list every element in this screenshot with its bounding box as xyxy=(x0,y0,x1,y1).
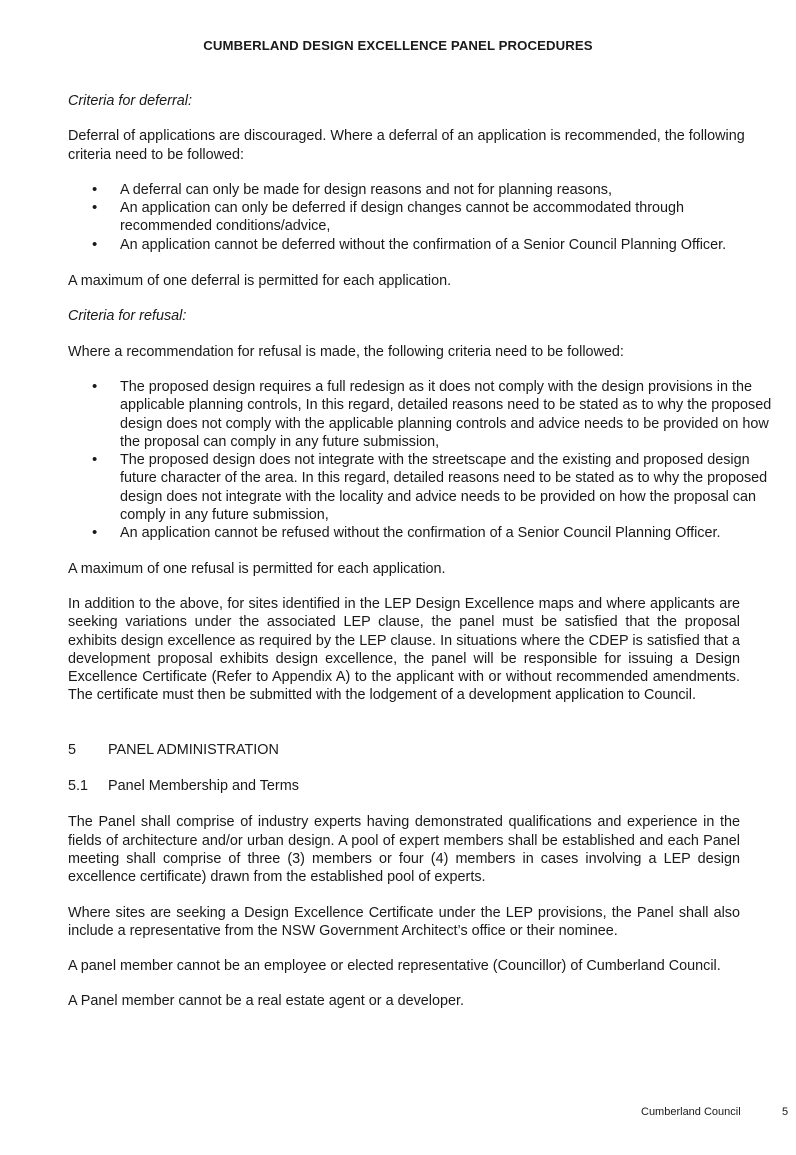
list-item: • An application can only be deferred if design changes cannot be accommodated through recommended conditions/advice, xyxy=(68,199,740,236)
page-number: 5 xyxy=(782,1106,789,1118)
section-5-1-heading xyxy=(68,777,790,795)
deferral-heading: Criteria for deferral: xyxy=(68,93,192,109)
document-body xyxy=(68,92,790,1011)
section-number: 5 xyxy=(68,741,77,758)
subsection-number: 5.1 xyxy=(68,778,89,795)
page-header-title: CUMBERLAND DESIGN EXCELLENCE PANEL PROCEDURES xyxy=(203,38,593,53)
list-item: • An application cannot be refused without the confirmation of a Senior Council Planning Officer. xyxy=(68,524,790,542)
refusal-intro: Where a recommendation for refusal is made, the following criteria need to be followed: xyxy=(68,343,624,360)
subsection-title: Panel Membership and Terms xyxy=(108,778,299,795)
refusal-criteria-list xyxy=(68,378,790,543)
list-item: • A deferral can only be made for design reasons and not for planning reasons, xyxy=(68,181,790,199)
employee-restriction-paragraph: A panel member cannot be an employee or elected representative (Councillor) of Cumberland Council. xyxy=(68,958,721,975)
list-item: • The proposed design requires a full redesign as it does not comply with the design provisions in the applicable planning controls, In this regard, detailed reasons need to be stated as to why the proposed design does not comply with the applicable planning controls and advice needs to be provided on how the proposal can comply in any future submission, xyxy=(68,378,790,451)
refusal-max: A maximum of one refusal is permitted for each application. xyxy=(68,560,446,577)
refusal-heading: Criteria for refusal: xyxy=(68,308,187,325)
deferral-max: A maximum of one deferral is permitted for each application. xyxy=(68,273,452,290)
list-item: • The proposed design does not integrate with the streetscape and the existing and proposed design future character of the area. In this regard, detailed reasons need to be stated as to why the proposed design does not integrate with the locality and advice needs to be provided on how the proposal can comply in any future submission, xyxy=(68,451,790,524)
list-item: • An application cannot be deferred without the confirmation of a Senior Council Planning Officer. xyxy=(68,236,790,254)
membership-paragraph: The Panel shall comprise of industry experts having demonstrated qualifications and experience in the fields of architecture and/or urban design. A pool of expert members shall be established and each Panel meeting shall comprise of three (3) members or four (4) members in cases involving a LEP design excellence certificate) drawn from the established pool of experts. xyxy=(68,814,740,886)
developer-restriction-paragraph: A Panel member cannot be a real estate agent or a developer. xyxy=(68,993,465,1010)
section-title: PANEL ADMINISTRATION xyxy=(108,741,279,758)
footer-org: Cumberland Council xyxy=(641,1106,741,1118)
government-architect-paragraph: Where sites are seeking a Design Excellence Certificate under the LEP provisions, the Panel shall also include a representative from the NSW Government Architect’s office or their nominee. xyxy=(68,904,740,939)
section-5-heading xyxy=(68,741,790,759)
deferral-criteria-list xyxy=(68,181,790,254)
design-excellence-paragraph: In addition to the above, for sites identified in the LEP Design Excellence maps and where applicants are seeking variations under the associated LEP clause, the panel must be satisfied that the proposal exhibits design excellence as required by the LEP clause. In situations where the CDEP is satisfied that a development proposal exhibits design excellence, the panel will be responsible for issuing a Design Excellence Certificate (Refer to Appendix A) to the applicant with or without recommended amendments. The certificate must then be submitted with the lodgement of a development application to Council. xyxy=(68,595,740,704)
deferral-intro: Deferral of applications are discouraged. Where a deferral of an application is recommended, the following criteria need to be followed: xyxy=(68,128,745,163)
